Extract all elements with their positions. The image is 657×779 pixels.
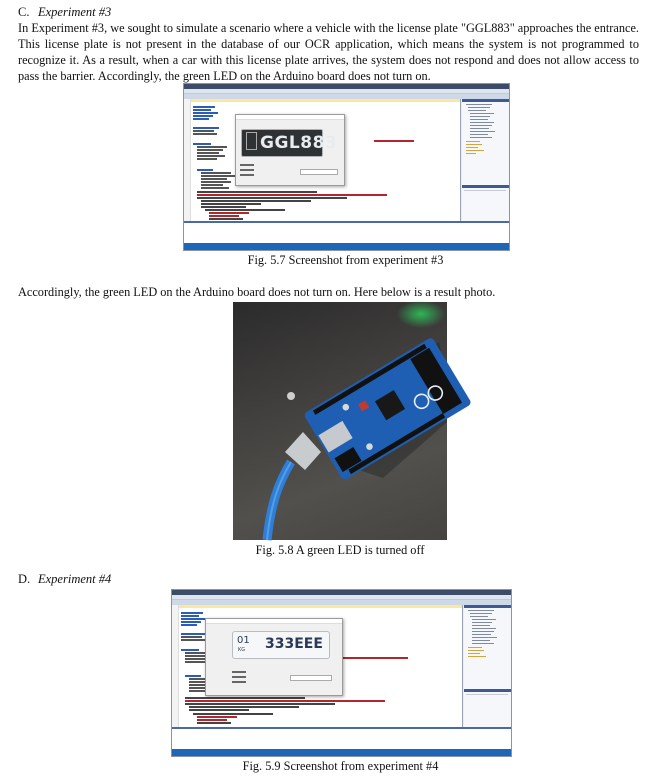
figure-5-8-photo [233,302,447,540]
figure-5-8-caption: Fig. 5.8 A green LED is turned off [255,543,425,557]
output-panel [172,727,511,749]
section-number: D. [18,572,31,586]
plate-emblem-icon [246,132,257,150]
ocr-result-dialog [235,114,345,186]
ocr-result-dialog [205,618,343,696]
arduino-board-photo [233,302,447,540]
section-title: Experiment #4 [38,572,112,586]
plate-text: 333EEE [265,636,323,652]
line-gutter [184,99,191,223]
section-title: Experiment #3 [38,5,112,19]
green-led-off [287,392,295,400]
figure-5-9-caption: Fig. 5.9 Screenshot from experiment #4 [242,759,439,773]
plate-country: KG [238,647,246,653]
plate-region: 01 [237,635,250,646]
text-field [300,169,338,175]
plate-text: GGL883 [260,133,338,153]
ide-status-bar [172,749,511,756]
usb-cable [267,462,291,540]
editor-tab-strip [184,99,460,102]
experiment-3-paragraph: In Experiment #3, we sought to simulate a scenario where a vehicle with the license plate "GGL883" approaches the entrance. This license plate is not present in the database of our OCR application, which means the system is not programmed to recognize it. As a result, when a car with this license plate arrives, the system does not respond and does not allow access to pass the barrier. Accordingly, the green LED on the Arduino board does not turn on. [18,21,639,83]
figure-5-7-screenshot [183,83,510,251]
section-heading-d [18,572,111,587]
output-panel [184,221,509,243]
license-plate-image [232,631,330,659]
pane-header [464,605,511,608]
pane-header [462,99,509,102]
properties-header [464,689,511,692]
figure-5-7-caption: Fig. 5.7 Screenshot from experiment #3 [247,253,444,267]
solution-explorer-pane [464,605,511,729]
section-heading-c [18,5,111,20]
ide-status-bar [184,243,509,250]
figure-5-9-screenshot [171,589,512,757]
line-gutter [172,605,179,729]
section-number: C. [18,5,30,19]
editor-tab-strip [172,605,462,608]
solution-explorer-pane [462,99,509,223]
properties-header [462,185,509,188]
result-paragraph: Accordingly, the green LED on the Arduino board does not turn on. Here below is a result photo. [18,285,496,299]
green-glow [397,300,445,328]
license-plate-image [241,129,338,157]
text-field [290,675,332,681]
